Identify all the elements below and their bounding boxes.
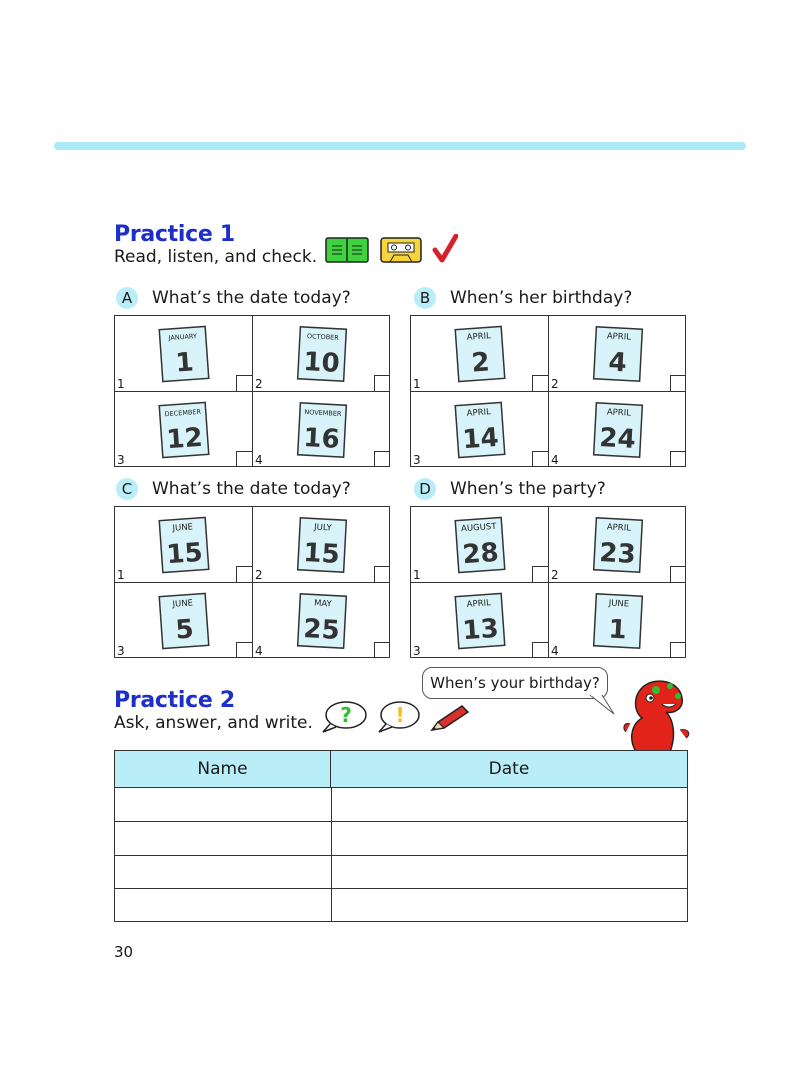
calendar-page-icon — [453, 516, 507, 574]
calendar-page-icon — [591, 401, 645, 459]
speech-bubble-tail — [588, 694, 618, 718]
calendar-month: DECEMBER — [164, 407, 202, 419]
option-number: 4 — [551, 453, 559, 467]
option-number: 3 — [117, 644, 125, 658]
calendar-day: 2 — [470, 347, 491, 379]
practice-1-title: Practice 1 — [114, 222, 235, 247]
table-header-date: Date — [331, 751, 687, 788]
calendar-month: JULY — [313, 522, 332, 534]
option-number: 1 — [117, 377, 125, 391]
answer-checkbox[interactable] — [532, 451, 548, 467]
answer-option — [253, 507, 390, 583]
answer-option — [411, 507, 549, 583]
calendar-page-icon — [453, 401, 507, 459]
calendar-page-icon — [591, 592, 645, 650]
answer-checkbox[interactable] — [374, 642, 390, 658]
calendar-page-icon — [157, 516, 211, 574]
answer-option — [253, 392, 390, 467]
calendar-page-icon — [295, 592, 349, 650]
calendar-page-icon — [453, 325, 507, 383]
option-number: 2 — [255, 377, 263, 391]
answer-checkbox[interactable] — [670, 566, 686, 582]
question-d-grid — [410, 506, 686, 658]
calendar-page-icon — [295, 325, 349, 383]
calendar-month: JUNE — [608, 598, 630, 610]
question-d-letter: D — [414, 478, 436, 500]
answer-option — [411, 583, 549, 658]
option-number: 2 — [551, 377, 559, 391]
answer-option — [549, 392, 686, 467]
calendar-page-icon — [591, 516, 645, 574]
question-a-grid — [114, 315, 390, 467]
answer-checkbox[interactable] — [670, 375, 686, 391]
answer-checkbox[interactable] — [670, 642, 686, 658]
answer-option — [115, 507, 253, 583]
practice-2-instruction: Ask, answer, and write. — [114, 713, 313, 733]
calendar-day: 28 — [461, 537, 500, 571]
calendar-month: AUGUST — [460, 521, 497, 535]
answer-option — [253, 583, 390, 658]
book-icon — [325, 236, 369, 264]
practice-1-instruction: Read, listen, and check. — [114, 247, 318, 267]
exclamation-bubble-icon — [376, 700, 422, 734]
calendar-day: 23 — [598, 538, 637, 570]
dinosaur-mascot-icon — [618, 676, 694, 752]
question-b-grid — [410, 315, 686, 467]
top-rule — [54, 142, 746, 150]
option-number: 4 — [255, 644, 263, 658]
table-row-divider — [115, 821, 687, 822]
calendar-page-icon — [157, 401, 211, 459]
calendar-day: 1 — [174, 347, 195, 379]
question-b-letter: B — [414, 287, 436, 309]
option-number: 2 — [255, 568, 263, 582]
calendar-month: OCTOBER — [306, 332, 339, 342]
option-number: 1 — [413, 377, 421, 391]
question-c-text: What’s the date today? — [152, 479, 351, 499]
option-number: 4 — [551, 644, 559, 658]
calendar-day: 4 — [607, 347, 628, 379]
calendar-month: NOVEMBER — [304, 408, 342, 418]
calendar-month: APRIL — [606, 407, 632, 419]
answer-option — [411, 316, 549, 392]
answer-checkbox[interactable] — [374, 566, 390, 582]
calendar-month: JUNE — [172, 522, 194, 534]
answer-checkbox[interactable] — [532, 642, 548, 658]
calendar-day: 15 — [165, 537, 204, 571]
cassette-icon — [380, 236, 422, 264]
calendar-month: APRIL — [606, 522, 632, 534]
question-c-grid — [114, 506, 390, 658]
question-c-letter: C — [116, 478, 138, 500]
answer-option — [549, 316, 686, 392]
answer-checkbox[interactable] — [374, 375, 390, 391]
table-row-divider — [115, 855, 687, 856]
answer-option — [115, 392, 253, 467]
checkmark-icon — [432, 234, 458, 264]
answer-checkbox[interactable] — [670, 451, 686, 467]
option-number: 3 — [413, 644, 421, 658]
answer-option — [253, 316, 390, 392]
answer-checkbox[interactable] — [532, 566, 548, 582]
calendar-month: MAY — [313, 598, 332, 610]
calendar-month: APRIL — [466, 407, 492, 419]
answer-checkbox[interactable] — [532, 375, 548, 391]
calendar-day: 24 — [598, 423, 637, 455]
calendar-page-icon — [295, 516, 349, 574]
answer-checkbox[interactable] — [236, 566, 252, 582]
answer-checkbox[interactable] — [236, 451, 252, 467]
calendar-day: 10 — [302, 347, 341, 379]
page-number: 30 — [114, 943, 134, 961]
option-number: 2 — [551, 568, 559, 582]
birthday-table — [114, 750, 688, 922]
answer-option — [411, 392, 549, 467]
option-number: 3 — [413, 453, 421, 467]
calendar-day: 5 — [174, 614, 195, 646]
question-a-letter: A — [116, 287, 138, 309]
calendar-month: JUNE — [172, 598, 194, 610]
pencil-icon — [428, 702, 472, 734]
calendar-day: 25 — [302, 614, 341, 646]
option-number: 1 — [413, 568, 421, 582]
answer-checkbox[interactable] — [236, 375, 252, 391]
table-header-name: Name — [115, 751, 331, 788]
question-d-text: When’s the party? — [450, 479, 606, 499]
question-bubble-icon — [320, 700, 368, 734]
svg-text:?: ? — [340, 703, 352, 727]
calendar-month: APRIL — [466, 331, 492, 343]
calendar-day: 15 — [302, 538, 341, 570]
calendar-month: JANUARY — [168, 332, 198, 343]
answer-option — [115, 583, 253, 658]
option-number: 4 — [255, 453, 263, 467]
calendar-day: 14 — [461, 422, 500, 456]
svg-text:!: ! — [395, 703, 405, 727]
calendar-day: 1 — [607, 614, 628, 646]
option-number: 3 — [117, 453, 125, 467]
calendar-page-icon — [295, 401, 349, 459]
calendar-page-icon — [157, 592, 211, 650]
question-a-text: What’s the date today? — [152, 288, 351, 308]
calendar-page-icon — [453, 592, 507, 650]
answer-option — [115, 316, 253, 392]
speech-bubble: When’s your birthday? — [422, 667, 608, 699]
practice-2-title: Practice 2 — [114, 688, 235, 713]
table-column-divider — [331, 788, 332, 922]
option-number: 1 — [117, 568, 125, 582]
calendar-day: 12 — [165, 422, 204, 456]
calendar-day: 13 — [461, 613, 500, 647]
answer-checkbox[interactable] — [236, 642, 252, 658]
calendar-day: 16 — [302, 423, 341, 455]
answer-checkbox[interactable] — [374, 451, 390, 467]
calendar-page-icon — [591, 325, 645, 383]
answer-option — [549, 507, 686, 583]
calendar-month: APRIL — [466, 598, 492, 610]
calendar-month: APRIL — [606, 331, 632, 343]
calendar-page-icon — [157, 325, 211, 383]
table-row-divider — [115, 888, 687, 889]
answer-option — [549, 583, 686, 658]
question-b-text: When’s her birthday? — [450, 288, 633, 308]
